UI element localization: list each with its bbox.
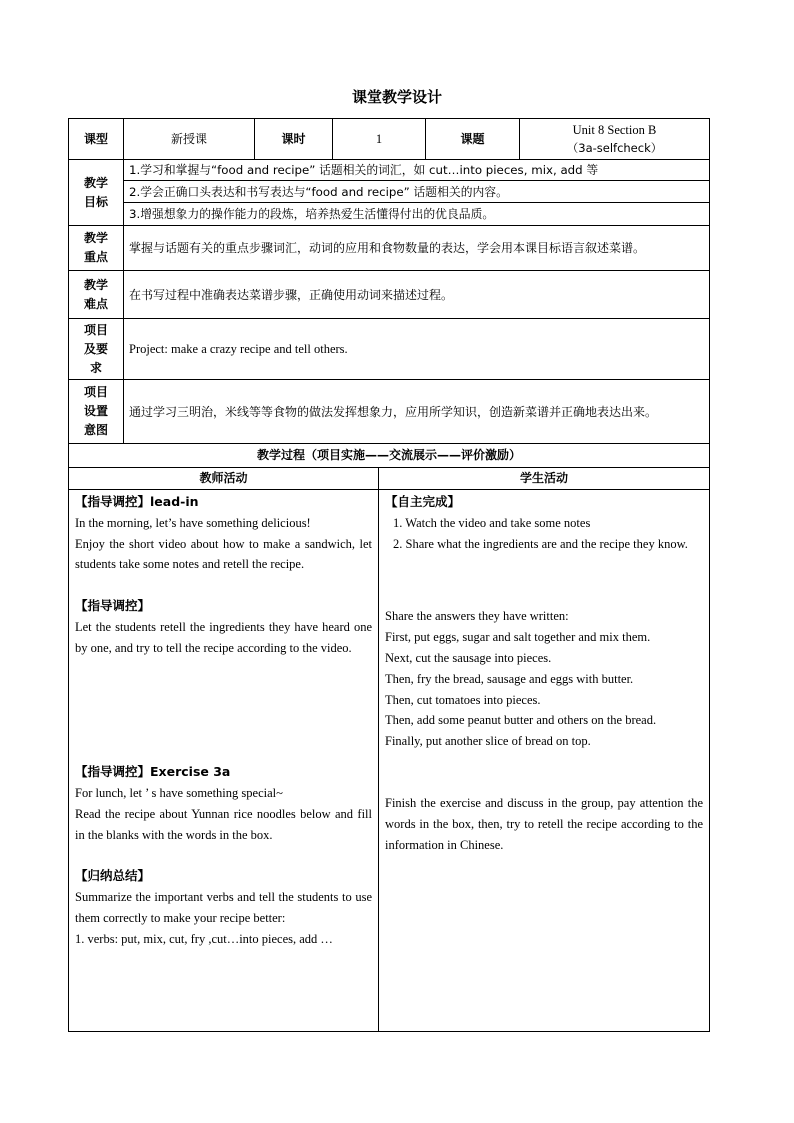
student-header: 学生活动	[379, 468, 710, 490]
goals-label: 教学目标	[69, 160, 124, 226]
goal-item-1: 1.学习和掌握与“food and recipe” 话题相关的词汇，如 cut…into pieces, mix, add 等	[124, 160, 710, 181]
goal-item-3: 3.增强想象力的操作能力的段炼，培养热爱生活懂得付出的优良品质。	[124, 203, 710, 226]
teacher-s3-heading: 【指导调控】Exercise 3a	[75, 764, 231, 780]
student-s1-heading: 【自主完成】	[385, 494, 461, 509]
teacher-s1-line2: Enjoy the short video about how to make a sandwich, let students take some notes and retell the recipe.	[75, 536, 372, 572]
topic-line-1: Unit 8 Section B	[572, 123, 657, 137]
lesson-type-value: 新授课	[124, 119, 255, 160]
project-text: Project: make a crazy recipe and tell others.	[124, 319, 710, 380]
process-table	[68, 443, 710, 1032]
student-s3-text: Finish the exercise and discuss in the group, pay attention the words in the box, then, try to retell the recipe according to the information in Chinese.	[385, 795, 704, 852]
teacher-s3-line2: Read the recipe about Yunnan rice noodles below and fill in the blanks with the words in the box.	[75, 806, 372, 842]
teacher-header: 教师活动	[69, 468, 379, 490]
teacher-s4-heading: 【归纳总结】	[75, 868, 151, 884]
recipe-step: Finally, put another slice of bread on top.	[385, 734, 591, 749]
key-points-label: 教学重点	[69, 226, 124, 271]
recipe-step: Then, fry the bread, sausage and eggs with butter.	[385, 671, 634, 686]
teacher-s1-line1: In the morning, let’s have something delicious!	[75, 515, 311, 530]
topic-label: 课题	[426, 119, 520, 160]
teacher-s4-line1: Summarize the important verbs and tell the students to use them correctly to make your recipe better:	[75, 890, 372, 925]
intent-text: 通过学习三明治，米线等等食物的做法发挥想象力，应用所学知识，创造新菜谱并正确地表达出来。	[124, 380, 710, 444]
key-points-text: 掌握与话题有关的重点步骤词汇，动词的应用和食物数量的表达，学会用本课目标语言叙述菜谱。	[124, 226, 710, 271]
goal-item-2: 2.学会正确口头表达和书写表达与“food and recipe” 话题相关的内容。	[124, 181, 710, 203]
difficulties-label: 教学难点	[69, 271, 124, 319]
student-s2-intro: Share the answers they have written:	[385, 609, 569, 624]
page-title: 课堂教学设计	[351, 88, 442, 106]
teacher-s2-heading: 【指导调控】	[75, 597, 151, 613]
topic-value	[520, 119, 710, 160]
recipe-step: First, put eggs, sugar and salt together and mix them.	[385, 630, 651, 645]
student-s1-item1: 1. Watch the video and take some notes	[393, 515, 591, 530]
teacher-s2-line1: Let the students retell the ingredients they have heard one by one, and try to tell the recipe according to the video.	[75, 619, 372, 655]
topic-line-2: （3a-selfcheck）	[566, 141, 663, 155]
teacher-s3-line1: For lunch, let ’ s have something special~	[75, 786, 283, 801]
period-label: 课时	[255, 119, 333, 160]
difficulties-text: 在书写过程中准确表达菜谱步骤，正确使用动词来描述过程。	[124, 271, 710, 319]
teacher-s4-line2: 1. verbs: put, mix, cut, fry ,cut…into pieces, add …	[75, 931, 333, 946]
lesson-info-table	[68, 118, 710, 444]
intent-label: 项目设置意图	[69, 380, 124, 444]
student-s1-item2: 2. Share what the ingredients are and the recipe they know.	[393, 536, 688, 551]
period-value: 1	[333, 119, 426, 160]
header-row	[69, 119, 710, 160]
recipe-step: Then, cut tomatoes into pieces.	[385, 692, 541, 707]
student-activities	[379, 490, 710, 1032]
recipe-step: Next, cut the sausage into pieces.	[385, 650, 552, 665]
teacher-s1-heading: 【指导调控】lead-in	[75, 494, 199, 509]
project-label: 项目及要求	[69, 319, 124, 380]
teacher-activities	[69, 490, 379, 1032]
process-title: 教学过程（项目实施——交流展示——评价激励）	[69, 444, 710, 468]
lesson-type-label: 课型	[69, 119, 124, 160]
recipe-step: Then, add some peanut butter and others on the bread.	[385, 713, 657, 728]
